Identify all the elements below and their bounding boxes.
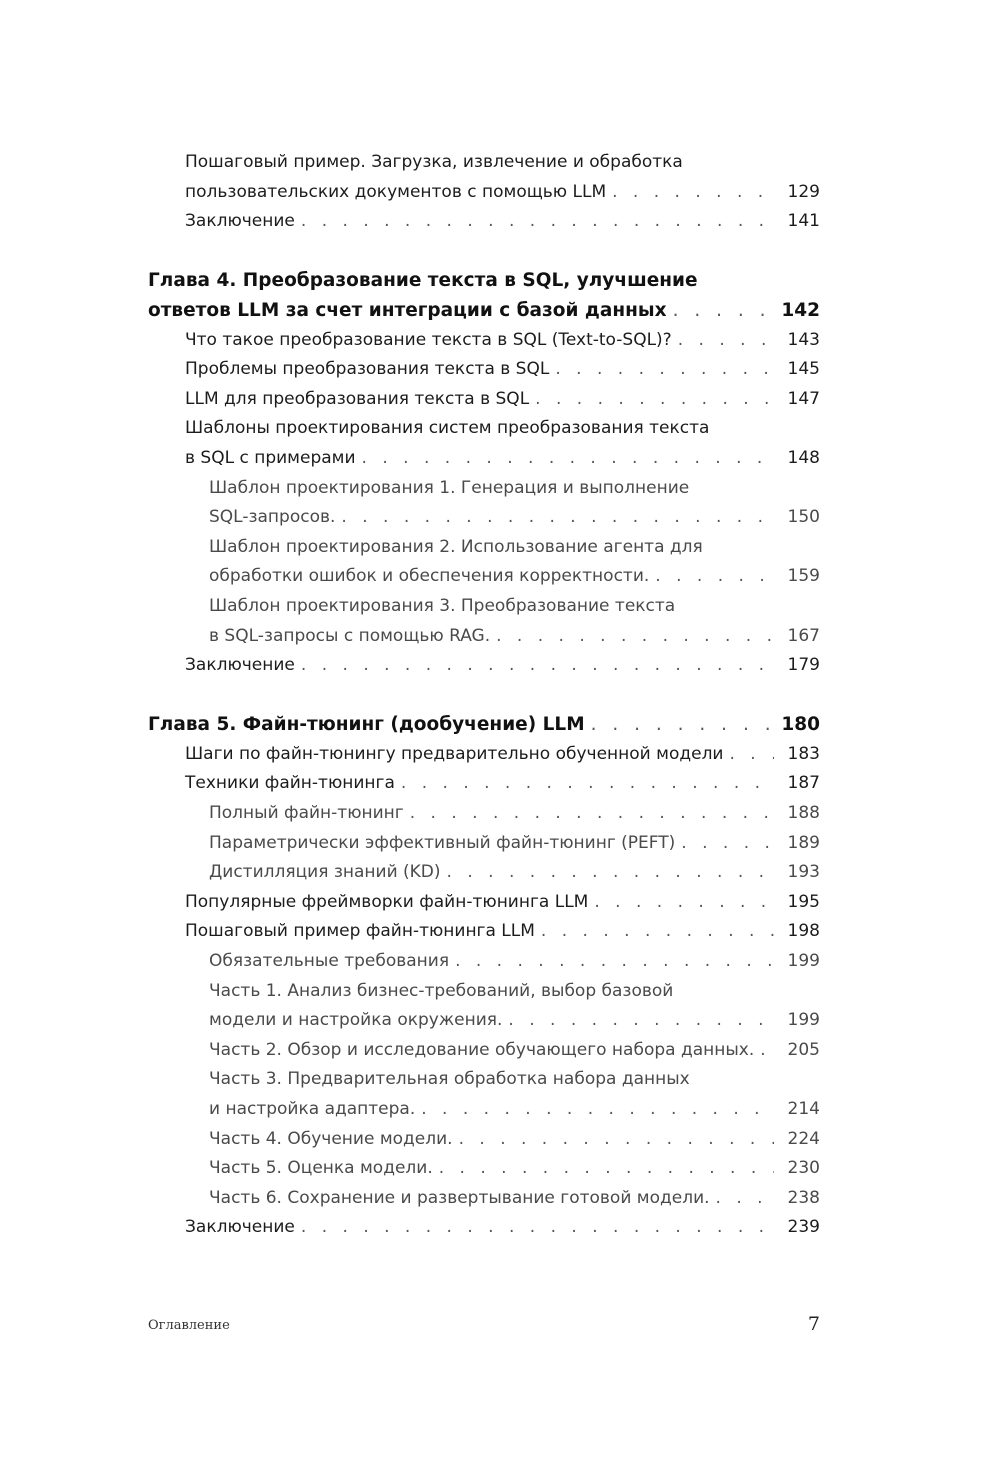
dot-leader (496, 622, 774, 652)
toc-entry-title: пользовательских документов с помощью LLM (185, 181, 607, 202)
toc-entry-title: Пошаговый пример файн-тюнинга LLM (185, 921, 535, 942)
dot-leader (612, 178, 774, 208)
dot-leader (729, 740, 774, 770)
toc-entry-line (148, 1065, 820, 1095)
toc-entry-title: Шаблоны проектирования систем преобразования текста (185, 418, 710, 439)
dot-leader (678, 326, 774, 356)
toc-entry-title: Проблемы преобразования текста в SQL (185, 359, 550, 380)
toc-page-number: 147 (787, 388, 820, 409)
table-of-contents (148, 148, 820, 1243)
toc-entry-title: Техники файн-тюнинга (185, 773, 395, 794)
toc-page-number: 167 (787, 625, 820, 646)
toc-entry-title: Шаблон проектирования 3. Преобразование текста (209, 595, 676, 616)
dot-leader (421, 1095, 774, 1125)
toc-page-number: 205 (787, 1039, 820, 1060)
toc-entry-line (148, 858, 820, 888)
dot-leader (541, 917, 774, 947)
toc-entry-title: модели и настройка окружения. (209, 1010, 503, 1031)
toc-entry-title: Глава 4. Преобразование текста в SQL, улучшение (148, 270, 698, 292)
toc-entry-line (148, 414, 820, 444)
toc-entry-title: и настройка адаптера. (209, 1099, 416, 1119)
toc-chapter-line (148, 296, 820, 326)
toc-entry-line (148, 385, 820, 415)
toc-entry-line (148, 503, 820, 533)
toc-chapter-line (148, 710, 820, 740)
dot-leader (301, 1213, 774, 1243)
toc-page-number: 188 (787, 803, 820, 824)
dot-leader (594, 888, 774, 918)
toc-page-number: 238 (787, 1187, 820, 1208)
toc-entry-line (148, 622, 820, 652)
dot-leader (341, 503, 774, 533)
toc-entry-title: Часть 3. Предварительная обработка набора данных (209, 1069, 690, 1090)
toc-page-number: 195 (787, 891, 820, 912)
section-gap (148, 237, 820, 267)
running-footer-title: Оглавление (148, 1318, 230, 1333)
toc-entry-title: Заключение (185, 211, 295, 232)
toc-entry-title: Часть 6. Сохранение и развертывание готовой модели. (209, 1187, 710, 1208)
dot-leader (447, 858, 774, 888)
toc-entry-title: Заключение (185, 655, 295, 676)
toc-entry-title: Параметрически эффективный файн-тюнинг (PEFT) (209, 832, 676, 853)
dot-leader (760, 1036, 774, 1066)
toc-entry-title: Популярные фреймворки файн-тюнинга LLM (185, 891, 589, 912)
toc-entry-title: Обязательные требования (209, 951, 450, 972)
dot-leader (439, 1154, 774, 1184)
dot-leader (591, 710, 774, 740)
toc-page-number: 198 (787, 921, 820, 942)
dot-leader (459, 1125, 774, 1155)
toc-entry-line (148, 651, 820, 681)
toc-page-number: 143 (787, 329, 820, 350)
toc-entry-title: Часть 2. Обзор и исследование обучающего набора данных. (209, 1039, 755, 1060)
toc-entry-line (148, 740, 820, 770)
toc-entry-title: LLM для преобразования текста в SQL (185, 388, 530, 409)
toc-entry-title: ответов LLM за счет интеграции с базой данных (148, 299, 667, 321)
toc-entry-line (148, 355, 820, 385)
toc-page-number: 148 (787, 447, 820, 468)
toc-entry-line (148, 178, 820, 208)
toc-entry-title: в SQL-запросы с помощью RAG. (209, 625, 491, 646)
toc-entry-line (148, 1184, 820, 1214)
toc-page-number: 180 (781, 714, 820, 736)
toc-entry-line (148, 799, 820, 829)
dot-leader (508, 1006, 774, 1036)
toc-page-number: 199 (787, 1010, 820, 1031)
toc-entry-title: Полный файн-тюнинг (209, 803, 404, 824)
toc-entry-title: Глава 5. Файн-тюнинг (дообучение) LLM (148, 714, 585, 736)
section-gap (148, 681, 820, 711)
toc-entry-line (148, 562, 820, 592)
dot-leader (655, 562, 774, 592)
toc-entry-title: Шаблон проектирования 2. Использование агента для (209, 536, 703, 557)
toc-page-number: 224 (787, 1128, 820, 1149)
toc-page-number: 230 (787, 1158, 820, 1179)
toc-entry-title: Пошаговый пример. Загрузка, извлечение и обработка (185, 152, 683, 172)
toc-entry-title: Часть 4. Обучение модели. (209, 1128, 453, 1149)
toc-entry-line (148, 592, 820, 622)
dot-leader (301, 651, 774, 681)
toc-entry-title: Шаблон проектирования 1. Генерация и выполнение (209, 477, 690, 498)
page-number: 7 (807, 1313, 820, 1335)
toc-chapter-line (148, 266, 820, 296)
toc-page-number: 129 (787, 181, 820, 202)
dot-leader (535, 385, 774, 415)
toc-page-number: 179 (787, 655, 820, 676)
toc-page-number: 214 (787, 1099, 820, 1119)
toc-entry-line (148, 444, 820, 474)
toc-page-number: 183 (787, 743, 820, 764)
toc-entry-line (148, 1095, 820, 1125)
toc-page-number: 141 (787, 211, 820, 232)
toc-entry-line (148, 977, 820, 1007)
toc-page-number: 239 (787, 1217, 820, 1238)
dot-leader (301, 207, 774, 237)
toc-entry-line (148, 148, 820, 178)
toc-entry-title: Часть 5. Оценка модели. (209, 1158, 433, 1179)
toc-page-number: 159 (787, 566, 820, 587)
dot-leader (455, 947, 774, 977)
toc-entry-title: Часть 1. Анализ бизнес-требований, выбор базовой (209, 980, 674, 1001)
toc-entry-title: в SQL с примерами (185, 447, 356, 468)
dot-leader (555, 355, 774, 385)
toc-entry-line (148, 947, 820, 977)
toc-entry-title: SQL-запросов. (209, 507, 336, 528)
toc-entry-title: обработки ошибок и обеспечения корректности. (209, 566, 650, 587)
dot-leader (681, 829, 774, 859)
toc-entry-line (148, 1213, 820, 1243)
toc-entry-line (148, 1154, 820, 1184)
toc-page-number: 145 (787, 359, 820, 380)
toc-entry-title: Заключение (185, 1217, 295, 1238)
toc-entry-line (148, 474, 820, 504)
toc-entry-line (148, 888, 820, 918)
toc-entry-title: Дистилляция знаний (KD) (209, 862, 441, 883)
toc-entry-line (148, 326, 820, 356)
toc-entry-line (148, 917, 820, 947)
toc-entry-line (148, 829, 820, 859)
toc-entry-line (148, 207, 820, 237)
toc-entry-title: Что такое преобразование текста в SQL (Text-to-SQL)? (185, 329, 672, 350)
toc-entry-line (148, 533, 820, 563)
toc-page-number: 199 (787, 951, 820, 972)
dot-leader (362, 444, 774, 474)
toc-page-number: 193 (787, 862, 820, 883)
toc-page-number: 187 (787, 773, 820, 794)
toc-entry-line (148, 1006, 820, 1036)
toc-page-number: 150 (787, 507, 820, 528)
toc-entry-line (148, 769, 820, 799)
dot-leader (716, 1184, 774, 1214)
dot-leader (401, 769, 774, 799)
toc-page-number: 189 (787, 832, 820, 853)
toc-entry-line (148, 1036, 820, 1066)
dot-leader (673, 296, 774, 326)
toc-page-number: 142 (781, 299, 820, 321)
toc-entry-title: Шаги по файн-тюнингу предварительно обученной модели (185, 743, 724, 764)
toc-entry-line (148, 1125, 820, 1155)
dot-leader (410, 799, 774, 829)
